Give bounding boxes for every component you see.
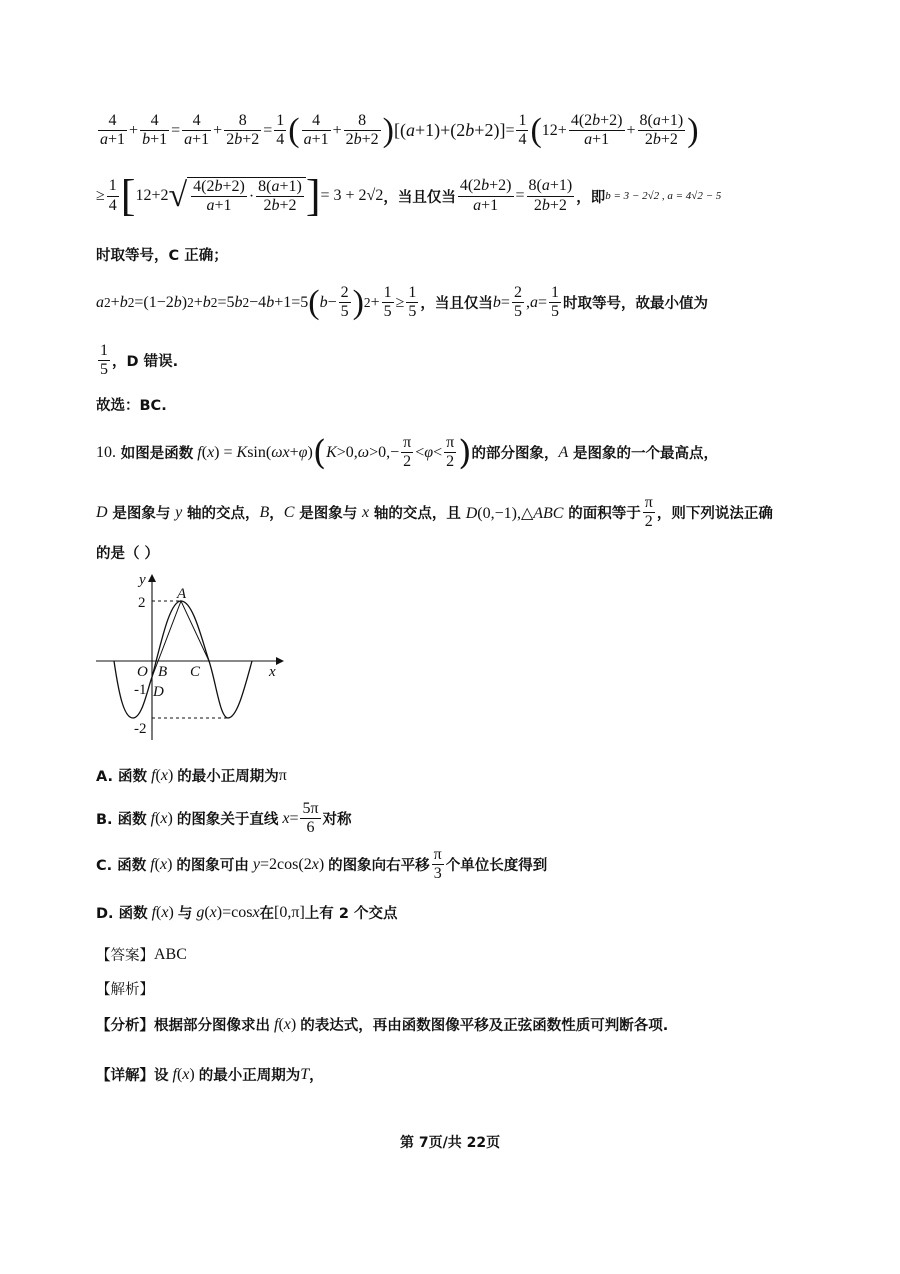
- question-line-3: 的是（ ）: [96, 546, 160, 562]
- ineq-value: = 3 + 2√2: [320, 187, 384, 204]
- option-d-prefix: D. 函数: [96, 906, 148, 922]
- axes: [96, 574, 284, 740]
- fenxi-line: 【分析】 根据部分图像求出 f(x) 的表达式，再由函数图像平移及正弦函数性质可判断各项.: [96, 1015, 669, 1034]
- q2-label-c: C: [283, 503, 295, 521]
- detail-t: T: [300, 1065, 310, 1083]
- question-line-2: D 是图象与 y 轴的交点， B ， C 是图象与 x 轴的交点，且 D(0,−1),△ABC 的面积等于 $\frac{\pi}{2}$ ，则下列说法正确: [96, 494, 773, 531]
- option-d-mid: 与: [177, 906, 193, 922]
- detail-label: 【详解】: [96, 1068, 154, 1084]
- detail-end: ，: [309, 1068, 324, 1084]
- point-b-label: B: [158, 664, 168, 680]
- cond-text: ，当且仅当: [383, 189, 456, 206]
- detail-b: 的最小正周期为: [198, 1068, 301, 1084]
- fenxi-b: 的表达式，再由函数图像平移及正弦函数性质可判断各项.: [300, 1018, 669, 1034]
- option-c-tail: 的图象向右平移: [328, 858, 430, 875]
- dashed-guides: [152, 601, 228, 718]
- q-intro-c: 是图象的一个最高点，: [573, 446, 719, 463]
- tick-minus-2: -2: [134, 721, 147, 737]
- d-result-line: $\frac{1}{5}$ ，D 错误.: [100, 342, 179, 379]
- choice-line: 故选：BC.: [96, 398, 167, 414]
- option-d: D. 函数 f(x) 与 g(x)=cosx 在 [0,π] 上有 2 个交点: [96, 903, 398, 922]
- answer-line: [96, 944, 187, 965]
- cond-text-2: ，即: [576, 189, 606, 206]
- d-result: ，D 错误.: [112, 354, 179, 371]
- question-line-1: 10. 如图是函数 f(x) = Ksin(ωx+φ) ( K>0,ω>0,− $\frac{\pi}{2}$ <φ< $\frac{\pi}{2}$ ) 的部分图象， A 是图象的一个最高点，: [96, 432, 719, 473]
- d-tail: 时取等号，故最小值为: [562, 296, 708, 313]
- q2-c: 是图象与: [299, 506, 358, 523]
- option-d-tail2: 上有 2 个交点: [304, 906, 398, 922]
- sine-curve: [114, 601, 252, 718]
- question-number: 10.: [96, 443, 116, 461]
- option-c: C. 函数 f(x) 的图象可由 y=2cos(2x) 的图象向右平移 $\frac{\pi}{3}$ 个单位长度得到: [96, 846, 548, 883]
- q2-x: x: [362, 503, 370, 521]
- option-a: A. 函数 f(x) 的最小正周期为 π: [96, 766, 287, 785]
- page-footer: 第 7页/共 22页: [400, 1135, 501, 1151]
- option-a-prefix: A. 函数: [96, 769, 148, 785]
- q-intro-a: 如图是函数: [120, 446, 194, 463]
- tick-minus-1: -1: [134, 682, 147, 698]
- option-c-tail2: 个单位长度得到: [445, 858, 548, 875]
- point-a-label: A: [177, 586, 187, 602]
- equation-line-1: $\frac{4}{a+1}$ + $\frac{4}{b+1}$ = $\frac{4}{a+1}$ + $\frac{8}{2b+2}$ = $\frac{1}{4}$ ( $\frac{4}{a+1}$ + $\frac{8}{2b+2}$ ) [(a+1)+(2b+2)] = $\frac{1}{4}$ ( 12+ $\frac{4(2b+2)}{a+1}$ + $\frac{8(a+1)}{2b+2}$ ): [100, 111, 699, 149]
- option-a-tail: π: [278, 766, 287, 784]
- q2-b: 轴的交点，: [187, 506, 260, 523]
- option-b-mid: 的图象关于直线: [176, 812, 279, 829]
- q2-sep: ，: [269, 506, 284, 523]
- q2-label-b: B: [259, 503, 270, 521]
- q2-f: ，则下列说法正确: [656, 506, 773, 523]
- analysis-label: 【解析】: [96, 982, 154, 998]
- option-c-mid: 的图象可由: [176, 858, 249, 875]
- x-axis-label: x: [269, 664, 276, 680]
- function-graph: [94, 570, 294, 745]
- tick-2: 2: [138, 595, 146, 611]
- equality-values: b = 3 − 2√2 , a = 4√2 − 5: [605, 190, 722, 202]
- detail-line: 【详解】 设 f(x) 的最小正周期为 T ，: [96, 1065, 324, 1084]
- option-b-prefix: B. 函数: [96, 812, 147, 829]
- line-c-correct: 时取等号，C 正确；: [96, 248, 228, 264]
- option-b-tail: 对称: [322, 812, 352, 829]
- q2-a: 是图象与: [112, 506, 171, 523]
- option-c-prefix: C. 函数: [96, 858, 147, 875]
- y-axis-label: y: [139, 572, 146, 588]
- q2-y: y: [175, 503, 183, 521]
- q2-d: 轴的交点，且: [373, 506, 461, 523]
- q-intro-b: 的部分图象，: [471, 446, 559, 463]
- answer-value: ABC: [154, 945, 187, 963]
- equation-line-2: ≥ $\frac{1}{4}$ [ 12+2 √ $\frac{4(2b+2)}{a+1}$ · $\frac{8(a+1)}{2b+2}$ ] = 3 + 2√2 ，当且仅当 $\frac{4(2b+2)}{a+1}$ = $\frac{8(a+1)}{2b+2}$ ，即 b = 3 − 2√2 , a = 4√2 − 5: [96, 171, 722, 220]
- equation-line-d: a 2 + b 2 =(1−2 b ) 2 + b 2 =5 b 2 −4 b +1=5 ( b − $\frac{2}{5}$ ) 2 + $\frac{1}{5}$ ≥ $\frac{1}{5}$ ，当且仅当 b = $\frac{2}{5}$ , a = $\frac{1}{5}$ 时取等号，故最小值为: [96, 283, 708, 321]
- detail-a: 设: [154, 1068, 169, 1084]
- option-d-tail: 在: [259, 906, 275, 922]
- option-a-mid: 的最小正周期为: [177, 769, 279, 785]
- fenxi-label: 【分析】: [96, 1018, 154, 1034]
- q-label-a: A: [558, 443, 569, 461]
- fenxi-a: 根据部分图像求出: [154, 1018, 270, 1034]
- origin-label: O: [137, 664, 148, 680]
- answer-label: 【答案】: [96, 948, 154, 964]
- q2-e: 的面积等于: [568, 506, 641, 523]
- point-d-label: D: [153, 684, 164, 700]
- d-cond: ，当且仅当: [420, 296, 493, 313]
- q2-label-d: D: [96, 503, 108, 521]
- option-b: B. 函数 f(x) 的图象关于直线 x= $\frac{5\pi}{6}$ 对称: [96, 800, 352, 837]
- point-c-label: C: [190, 664, 201, 680]
